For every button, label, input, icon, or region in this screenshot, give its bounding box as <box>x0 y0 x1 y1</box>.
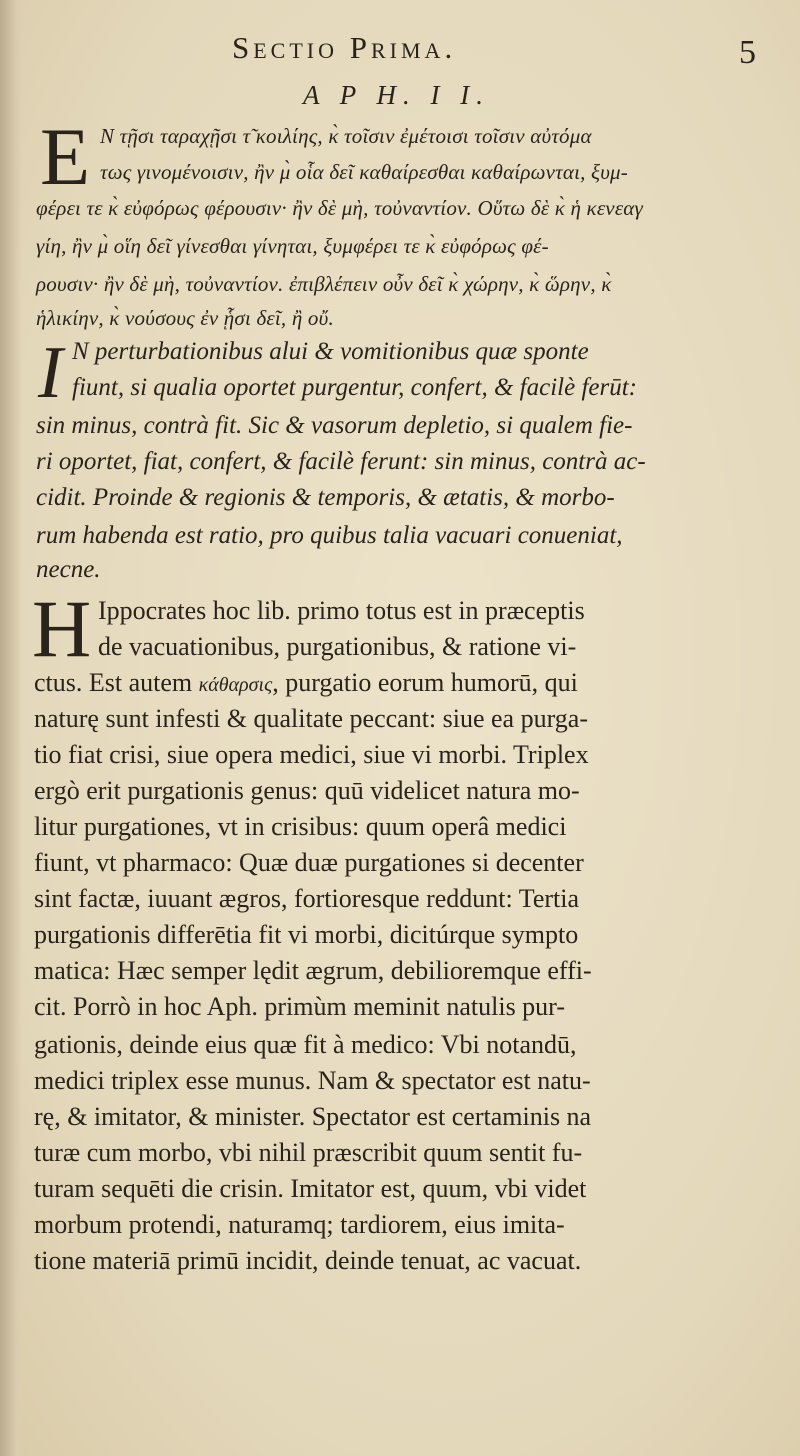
commentary-text: , purgatio eorum humorū, qui <box>272 668 578 697</box>
commentary-line: morbum protendi, naturamq; tardiorem, eius imita- <box>34 1210 565 1239</box>
latin-drop-cap: I <box>38 332 63 414</box>
page-number: 5 <box>739 34 756 71</box>
commentary-line: de vacuationibus, purgationibus, & ratione vi- <box>98 632 577 661</box>
commentary-line: turæ cum morbo, vbi nihil præscribit quum sentit fu- <box>34 1138 583 1167</box>
commentary-line: litur purgationes, vt in crisibus: quum operâ medici <box>34 812 567 841</box>
greek-line: ρουσιν· ἢν δὲ μὴ, τοὐναντίον. ἐπιβλέπειν οὖν δεῖ κ̀ χώρην, κ̀ ὥρην, κ̀ <box>36 272 612 296</box>
latin-line: rum habenda est ratio, pro quibus talia vacuari conueniat, <box>36 522 623 549</box>
commentary-line: naturę sunt infesti & qualitate peccant: siue ea purga- <box>34 704 588 733</box>
commentary-line: Ippocrates hoc lib. primo totus est in præceptis <box>98 596 585 625</box>
commentary-line: sint factæ, iuuant ægros, fortioresque reddunt: Tertia <box>34 884 580 913</box>
greek-line: τως γινομένοισιν, ἢν μ̀ οἷα δεῖ καθαίρεσθαι καθαίρωνται, ξυμ- <box>100 160 628 184</box>
latin-line: ri oportet, fiat, confert, & facilè ferunt: sin minus, contrà ac- <box>36 448 646 475</box>
commentary-line: medici triplex esse munus. Nam & spectator est natu- <box>34 1066 591 1095</box>
commentary-line: tione materiā primū incidit, deinde tenuat, ac vacuat. <box>34 1246 582 1275</box>
greek-word-katharsis: κάθαρσις <box>198 674 273 696</box>
running-head: Sectio Prima. <box>232 30 457 65</box>
latin-line: necne. <box>36 556 101 583</box>
commentary-line: fiunt, vt pharmaco: Quæ duæ purgationes si decenter <box>34 848 584 877</box>
commentary-line: turam sequēti die crisin. Imitator est, quum, vbi videt <box>34 1174 587 1203</box>
greek-line: ἡλικίην, κ̀ νούσους ἐν ᾗσι δεῖ, ἢ οὔ. <box>36 306 334 330</box>
greek-line: N τῇσι ταραχῇσι τ̃ κοιλίης, κ̀ τοῖσιν ἐμέτοισι τοῖσιν αὐτόμα <box>100 124 592 148</box>
greek-drop-cap: E <box>40 111 91 202</box>
page-gutter-shadow <box>0 0 22 1456</box>
latin-line: sin minus, contrà fit. Sic & vasorum depletio, si qualem fie- <box>36 412 633 439</box>
latin-line: N perturbationibus alui & vomitionibus quæ sponte <box>72 338 589 365</box>
commentary-line: matica: Hæc semper lędit ægrum, debilioremque effi- <box>34 956 592 985</box>
commentary-text: ctus. Est autem <box>34 668 193 697</box>
commentary-line: ergò erit purgationis genus: quū videlicet natura mo- <box>34 776 580 805</box>
commentary-line: cit. Porrò in hoc Aph. primùm meminit natulis pur- <box>34 992 565 1021</box>
latin-line: fiunt, si qualia oportet purgentur, confert, & facilè ferūt: <box>72 374 638 401</box>
greek-line: γίη, ἢν μ̀ οἵη δεῖ γίνεσθαι γίνηται, ξυμφέρει τε κ̀ εὐφόρως φέ- <box>36 234 549 258</box>
commentary-line: gationis, deinde eius quæ fit à medico: Vbi notandū, <box>34 1030 577 1059</box>
commentary-line: rę, & imitator, & minister. Spectator est certaminis na <box>34 1102 592 1131</box>
commentary-line <box>34 668 578 698</box>
commentary-drop-cap: H <box>32 583 92 674</box>
commentary-line: purgationis differētia fit vi morbi, dicitúrque sympto <box>34 920 579 949</box>
commentary-line: tio fiat crisi, siue opera medici, siue vi morbi. Triplex <box>34 740 589 769</box>
latin-line: cidit. Proinde & regionis & temporis, & ætatis, & morbo- <box>36 484 615 511</box>
greek-line: φέρει τε κ̀ εὐφόρως φέρουσιν· ἢν δὲ μὴ, τοὐναντίον. Οὕτω δὲ κ̀ ἡ κενεαγ <box>36 196 643 220</box>
aphorism-heading: A P H. I I. <box>303 80 490 110</box>
